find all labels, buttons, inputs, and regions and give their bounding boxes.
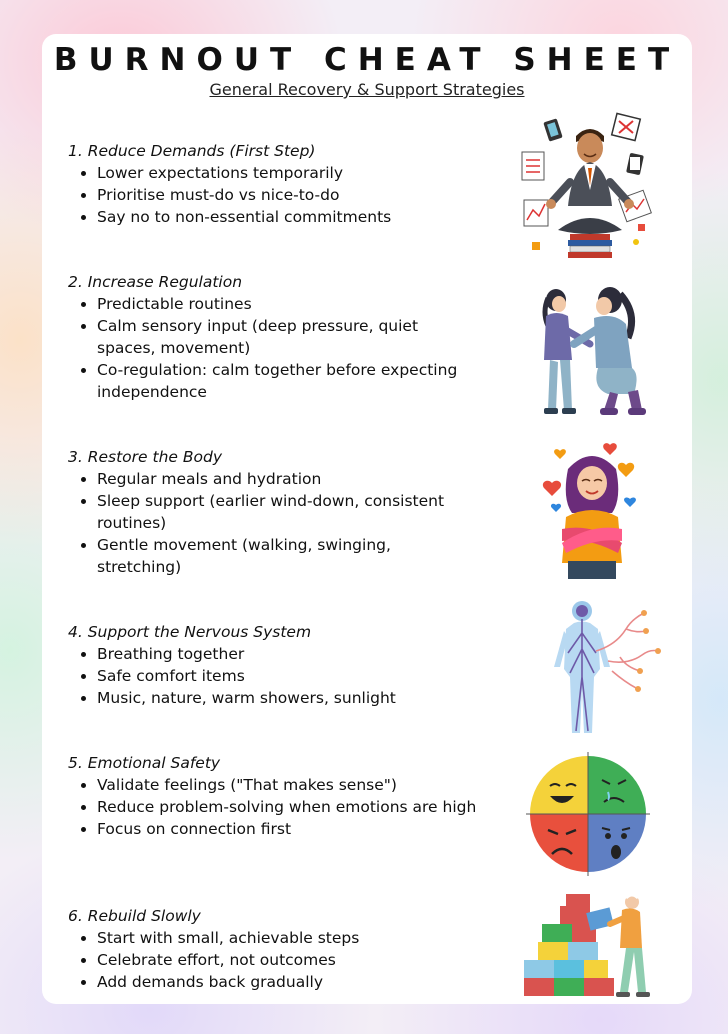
- meditating-man-illustration: [518, 112, 658, 262]
- woman-hugging-self-illustration: [538, 439, 646, 583]
- nervous-system-illustration: [542, 599, 664, 739]
- list-item: • Reduce problem-solving when emotions are high: [97, 796, 478, 818]
- list-item: • Regular meals and hydration: [97, 468, 478, 490]
- list-item: • Calm sensory input (deep pressure, quiet spaces, movement): [97, 315, 478, 359]
- section-list: [68, 293, 478, 403]
- list-item: • Sleep support (earlier wind-down, consistent routines): [97, 490, 478, 534]
- list-item: • Co-regulation: calm together before expecting independence: [97, 359, 478, 403]
- list-item: • Predictable routines: [97, 293, 478, 315]
- list-item: • Validate feelings ("That makes sense"): [97, 774, 478, 796]
- section-list: [68, 927, 478, 993]
- section-list: [68, 774, 478, 840]
- man-stacking-blocks-illustration: [522, 892, 654, 1002]
- section-list: [68, 468, 478, 578]
- section-heading: 6. Rebuild Slowly: [68, 907, 201, 925]
- section-list: [68, 162, 478, 228]
- list-item: • Safe comfort items: [97, 665, 478, 687]
- list-item: • Say no to non-essential commitments: [97, 206, 478, 228]
- list-item: • Start with small, achievable steps: [97, 927, 478, 949]
- section-nervous-system: [68, 621, 478, 709]
- list-item: • Breathing together: [97, 643, 478, 665]
- section-list: [68, 643, 478, 709]
- list-item: • Focus on connection first: [97, 818, 478, 840]
- emotion-wheel-illustration: [526, 752, 650, 876]
- list-item: • Gentle movement (walking, swinging, stretching): [97, 534, 478, 578]
- section-heading: 1. Reduce Demands (First Step): [68, 142, 316, 160]
- section-heading: 3. Restore the Body: [68, 448, 222, 466]
- section-restore-body: [68, 446, 478, 578]
- section-rebuild-slowly: [68, 905, 478, 993]
- parent-comforting-child-illustration: [528, 284, 652, 420]
- section-heading: 5. Emotional Safety: [68, 754, 221, 772]
- list-item: • Prioritise must-do vs nice-to-do: [97, 184, 478, 206]
- list-item: • Music, nature, warm showers, sunlight: [97, 687, 478, 709]
- section-increase-regulation: [68, 271, 478, 403]
- section-heading: 2. Increase Regulation: [68, 273, 243, 291]
- cheat-sheet-card: [42, 34, 692, 1004]
- page-title: BURNOUT CHEAT SHEET: [53, 42, 681, 78]
- list-item: • Lower expectations temporarily: [97, 162, 478, 184]
- page-subtitle: General Recovery & Support Strategies: [209, 80, 525, 99]
- list-item: • Celebrate effort, not outcomes: [97, 949, 478, 971]
- section-reduce-demands: [68, 140, 478, 228]
- section-heading: 4. Support the Nervous System: [68, 623, 312, 641]
- list-item: • Add demands back gradually: [97, 971, 478, 993]
- section-emotional-safety: [68, 752, 478, 840]
